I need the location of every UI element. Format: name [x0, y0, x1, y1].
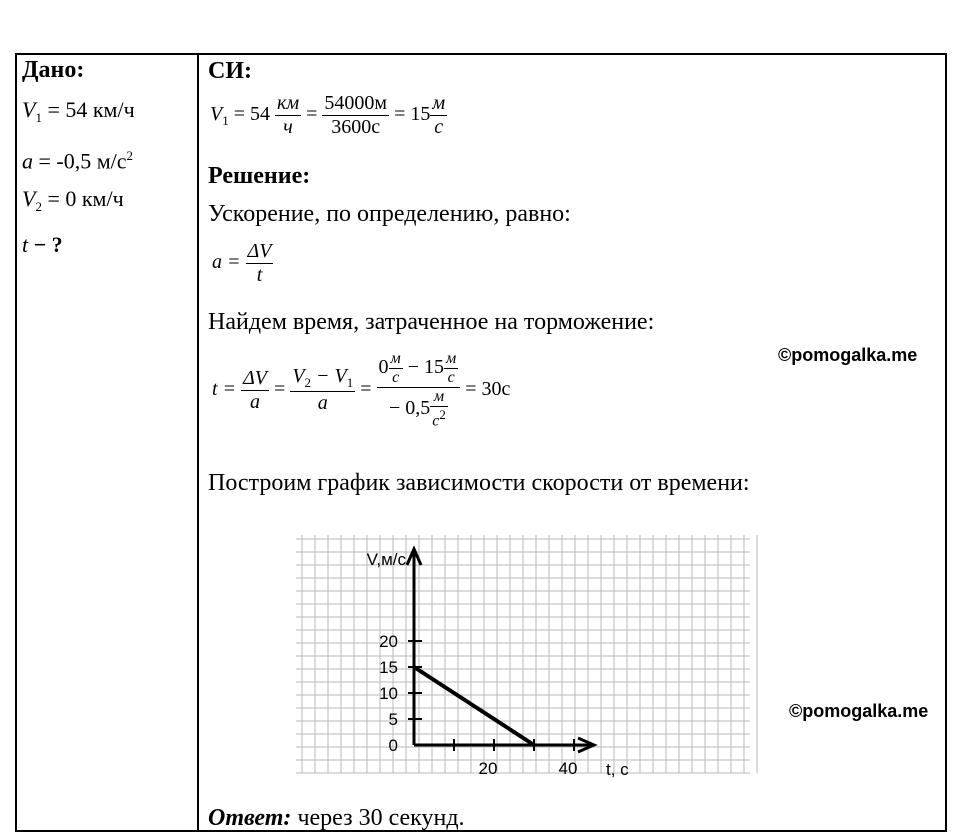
answer-label: Ответ:	[208, 805, 292, 831]
given-v1: $V_1 = 54$ км/ч	[22, 97, 135, 125]
answer	[208, 804, 465, 832]
y-tick-label: 20	[379, 632, 398, 651]
formula-acceleration: a = $\frac{\Delta V}{t}$	[212, 240, 272, 286]
watermark-1: ©pomogalka.me	[778, 345, 918, 365]
given-heading: Дано:	[22, 57, 85, 83]
y-tick-label: 5	[388, 710, 398, 729]
answer-text: через 30 секунд.	[291, 805, 465, 831]
solution-line1: Ускорение, по определению, равно:	[208, 201, 571, 227]
solution-line3: Построим график зависимости скорости от времени:	[208, 470, 750, 496]
chart-grid	[296, 535, 757, 773]
given-column	[22, 55, 192, 258]
si-heading: СИ:	[208, 58, 252, 84]
y-axis-label: V,м/с	[366, 550, 406, 569]
x-tick-label: 40	[558, 759, 578, 778]
x-axis-label: t, с	[606, 760, 629, 779]
x-tick-label: 20	[478, 759, 498, 778]
velocity-time-chart	[296, 535, 766, 785]
given-v2: $V_2 = 0$ км/ч	[22, 186, 124, 215]
formula-time: t = $\frac{\Delta V}{a}$ = $\frac{V_2 - V_1}{a}$ = 0 $\frac{м}{с}$ − 15 $\frac{м}{с}$ − 0,5 $\frac{м}{с^2}$ = 30с	[212, 350, 511, 430]
watermark-2: ©pomogalka.me	[789, 701, 929, 721]
y-tick-label: 10	[379, 684, 398, 703]
y-tick-label: 0	[388, 736, 398, 755]
solution-line2: Найдем время, затраченное на торможение:	[208, 309, 655, 335]
y-tick-label: 15	[379, 658, 398, 677]
given-find: t − ?	[22, 232, 63, 258]
si-formula: $V_1 = 54$ $\frac{км}{ч}$ = $\frac{54000м}{3600с}$ = 15 $\frac{м}{с}$	[210, 92, 446, 138]
column-divider	[197, 53, 199, 832]
solution-heading: Решение:	[208, 163, 311, 189]
given-a: a = -0,5 $м/с^2$	[22, 148, 134, 174]
